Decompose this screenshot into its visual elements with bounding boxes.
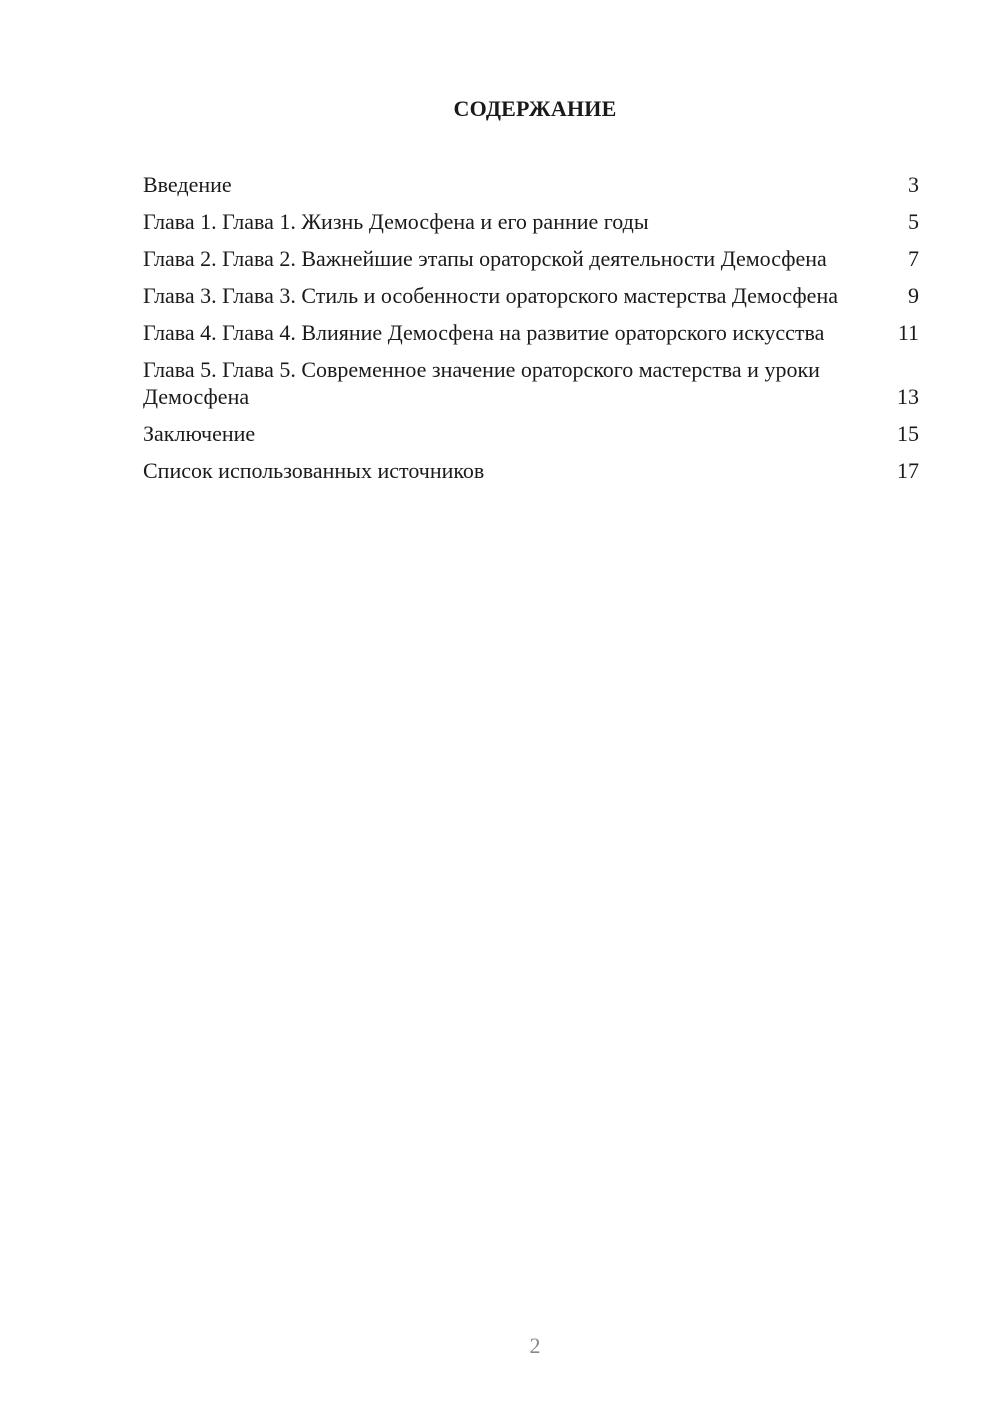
toc-entry-page: 13 xyxy=(897,384,919,409)
toc-entry-page: 3 xyxy=(908,172,919,197)
toc-entry-label: Заключение xyxy=(143,421,256,446)
toc-entry-page: 17 xyxy=(897,458,919,483)
table-of-contents xyxy=(143,171,919,494)
toc-entry-page: 15 xyxy=(897,421,919,446)
toc-entry-conclusion xyxy=(143,420,919,447)
toc-entry-label: Глава 3. Глава 3. Стиль и особенности ораторского мастерства Демосфена xyxy=(143,283,838,308)
toc-entry-chapter-2 xyxy=(143,245,919,272)
page-number: 2 xyxy=(529,1333,541,1358)
toc-entry-chapter-1 xyxy=(143,208,919,235)
toc-entry-label: Глава 2. Глава 2. Важнейшие этапы ораторской деятельности Демосфена xyxy=(143,246,827,271)
toc-entry-page: 7 xyxy=(908,246,919,271)
toc-entry-introduction xyxy=(143,171,919,198)
toc-entry-label: Глава 1. Глава 1. Жизнь Демосфена и его ранние годы xyxy=(143,209,649,234)
toc-entry-chapter-4 xyxy=(143,319,919,346)
toc-entry-page: 9 xyxy=(908,283,919,308)
toc-entry-label: Глава 5. Глава 5. Современное значение ораторского мастерства и уроки Демосфена xyxy=(143,357,820,409)
toc-entry-chapter-3 xyxy=(143,282,919,309)
page-title: СОДЕРЖАНИЕ xyxy=(453,96,617,121)
toc-entry-label: Глава 4. Глава 4. Влияние Демосфена на развитие ораторского искусства xyxy=(143,320,825,345)
toc-entry-label: Введение xyxy=(143,172,232,197)
toc-entry-references xyxy=(143,457,919,484)
toc-entry-page: 5 xyxy=(908,209,919,234)
toc-entry-page: 11 xyxy=(897,320,919,345)
toc-entry-label: Список использованных источников xyxy=(143,458,485,483)
toc-entry-chapter-5 xyxy=(143,356,919,410)
